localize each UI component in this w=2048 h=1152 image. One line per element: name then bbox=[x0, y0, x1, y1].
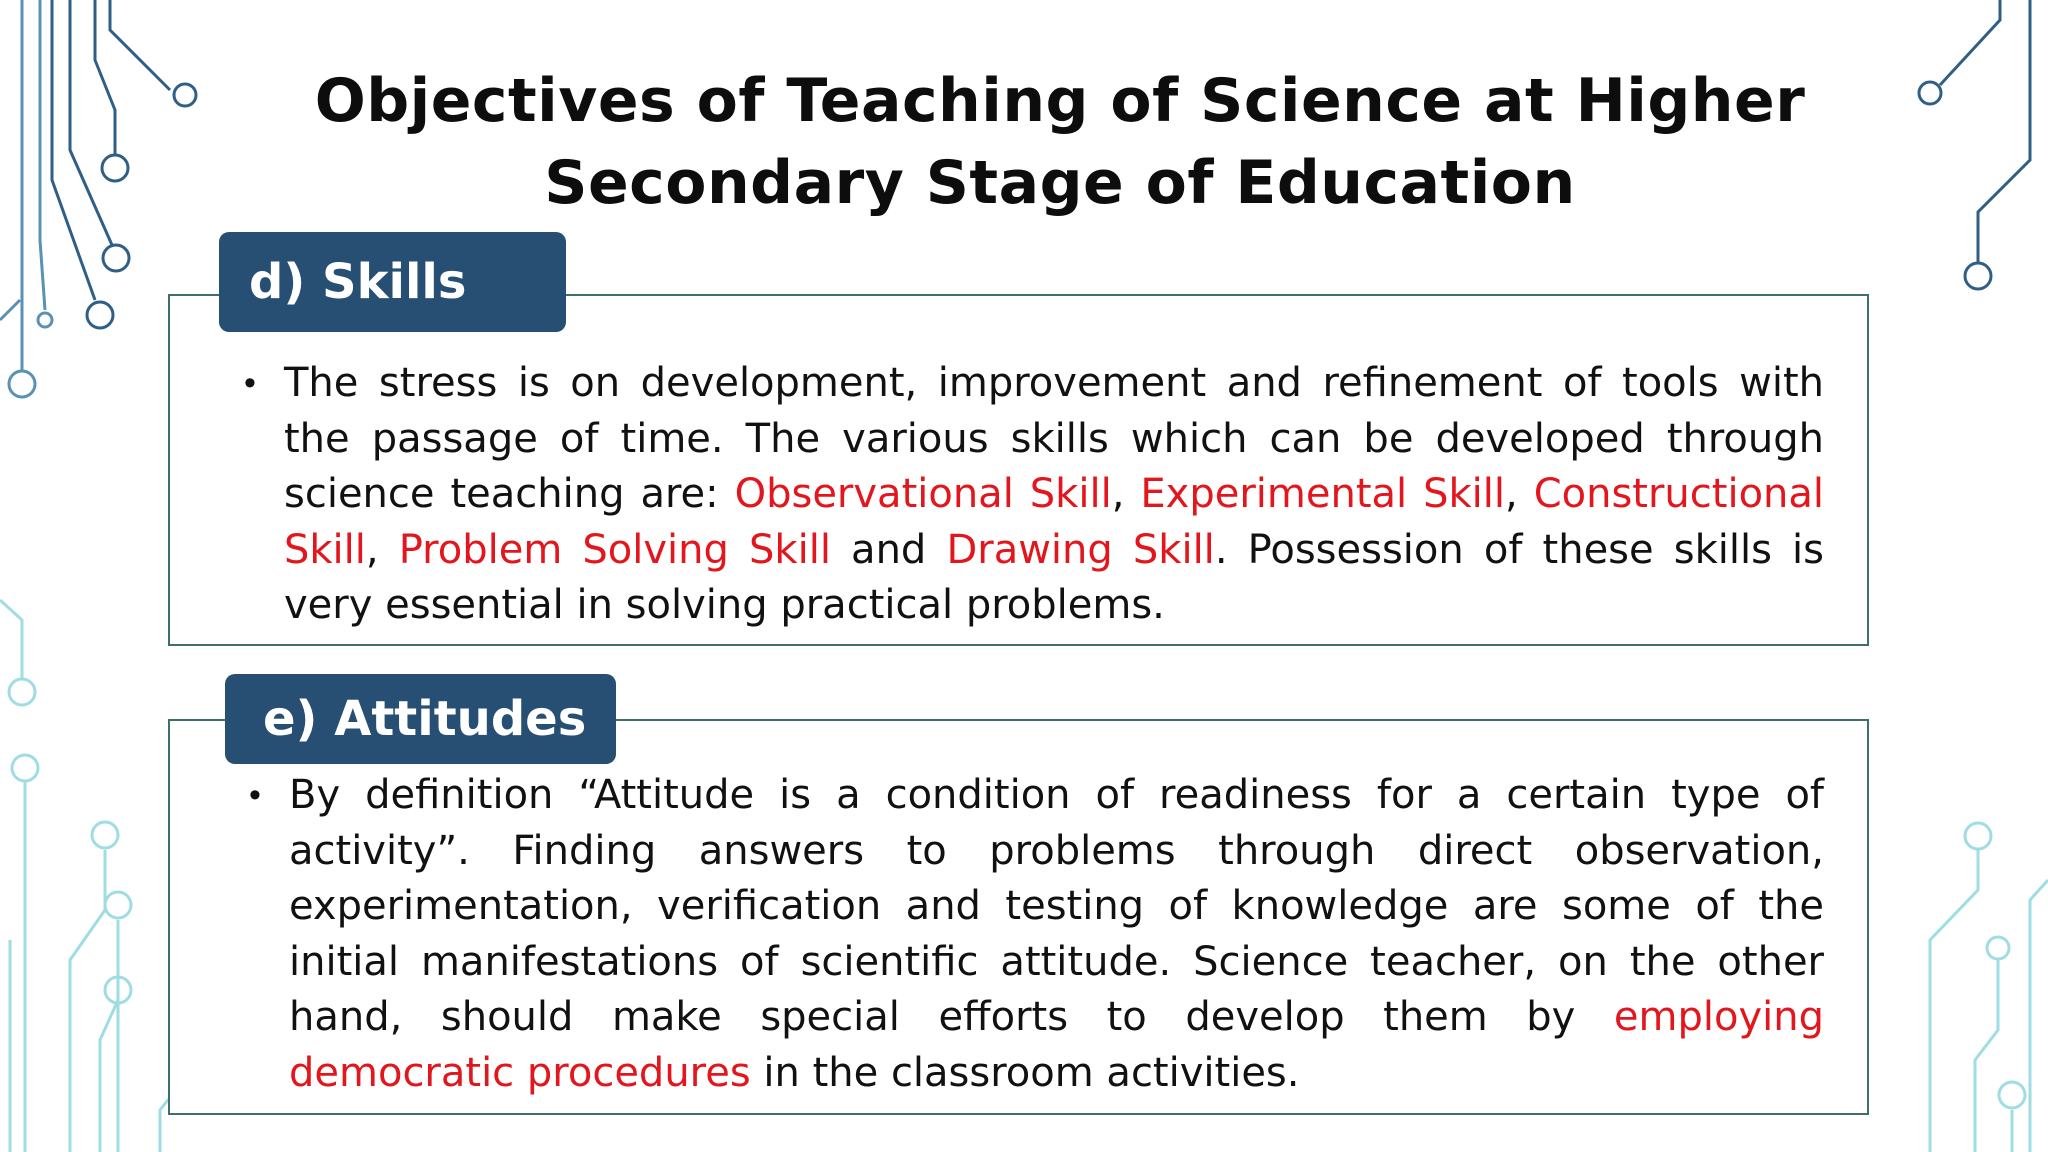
slide-title bbox=[310, 60, 1810, 224]
skills-sep-2: , bbox=[1505, 471, 1534, 517]
circuit-top-right bbox=[1919, 0, 2030, 289]
skills-heading: d) Skills bbox=[219, 232, 566, 332]
skill-problem-solving: Problem Solving Skill bbox=[398, 526, 831, 573]
skills-bullet-icon: • bbox=[244, 364, 256, 402]
skills-sep-4: and bbox=[830, 526, 947, 573]
skills-sep-3: , bbox=[365, 526, 399, 573]
title-line-2: Secondary Stage of Education bbox=[544, 148, 1576, 218]
skills-paragraph bbox=[284, 356, 1824, 634]
skill-observational: Observational Skill bbox=[734, 471, 1112, 517]
attitudes-highlight: employing democratic procedures bbox=[289, 994, 1824, 1096]
skills-sep-1: , bbox=[1111, 471, 1141, 517]
title-line-1: Objectives of Teaching of Science at Higher bbox=[314, 66, 1806, 136]
circuit-top-left bbox=[52, 0, 196, 328]
skill-experimental: Experimental Skill bbox=[1140, 471, 1505, 517]
attitudes-text-2: in the classroom activities. bbox=[750, 1049, 1300, 1096]
circuit-bottom-right bbox=[1930, 823, 2048, 1152]
skill-constructional: Constructional Skill bbox=[284, 471, 1825, 573]
attitudes-heading: e) Attitudes bbox=[225, 674, 616, 764]
attitudes-bullet-icon: • bbox=[249, 776, 261, 814]
attitudes-text-1: By definition “Attitude is a condition of readiness for a certain type of activity”. Finding answers to problems through direct observation, experimentation, verification and testing of knowledge are some of the initial manifestations of scientific attitude. Science teacher, on the other hand, should make special efforts to develop them by bbox=[289, 772, 1824, 1040]
skill-drawing: Drawing Skill bbox=[946, 526, 1215, 573]
skills-text-1: The stress is on development, improvement and refinement of tools with the passage of time. The various skills which can be developed through science teaching are: bbox=[284, 360, 1824, 517]
circuit-left-mid bbox=[0, 0, 52, 397]
skills-text-2: . Possession of these skills is very essential in solving practical problems. bbox=[284, 526, 1825, 628]
attitudes-paragraph bbox=[289, 768, 1824, 1101]
